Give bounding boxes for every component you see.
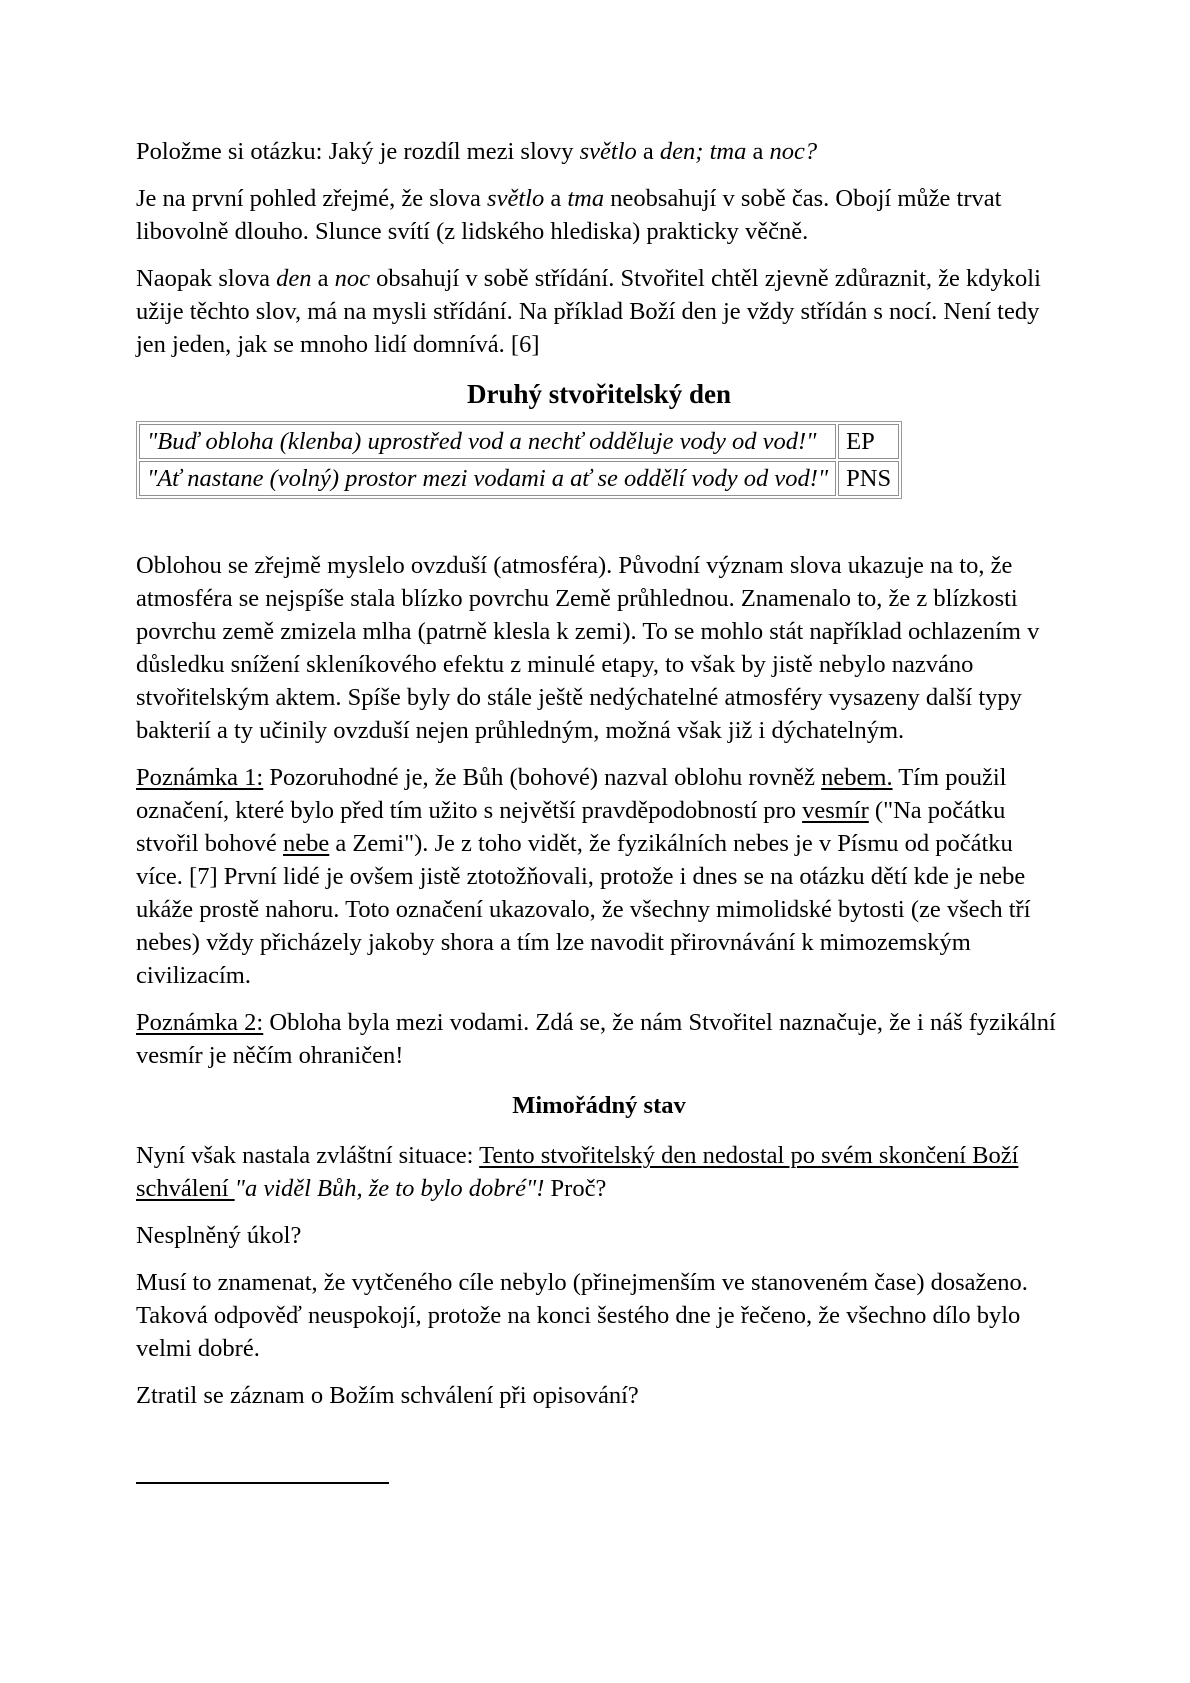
text-run: Obloha byla mezi vodami. Zdá se, že nám Stvořitel naznačuje, že i náš fyzikální vesmír je něčím ohraničen! [136, 1009, 1056, 1069]
text-run: Ztratil se záznam o Božím schválení při opisování? [136, 1382, 639, 1409]
text-run-italic: tma [567, 185, 605, 212]
text-run: a [746, 138, 770, 165]
text-run: a [636, 138, 660, 165]
table-row [139, 461, 899, 496]
text-run: obsahují v sobě střídání. Stvořitel chtěl zjevně zdůraznit, že kdykoli užije těchto slov, má na mysli střídání. Na příklad Boží den je vždy střídán s nocí. Není tedy jen jeden, jak se mnoho lidí domnívá. [6] [136, 265, 1041, 358]
quote-cell: "Buď obloha (klenba) uprostřed vod a nechť odděluje vody od vod!" [139, 424, 836, 459]
paragraph-poznamka-1 [136, 761, 1062, 992]
text-run-italic: "a viděl Bůh, že to bylo dobré"! [234, 1175, 545, 1202]
text-run: a [311, 265, 335, 292]
text-run: Položme si otázku: Jaký je rozdíl mezi slovy [136, 138, 580, 165]
version-cell: EP [838, 424, 899, 459]
text-run-underline: Poznámka 2: [136, 1009, 264, 1036]
text-run: neobsahují v sobě čas. Obojí může trvat libovolně dlouho. Slunce svítí (z lidského hlediska) prakticky věčně. [136, 185, 1002, 245]
text-run-italic: noc? [769, 138, 818, 165]
text-run: a [544, 185, 568, 212]
paragraph-obloha-atmosfera [136, 549, 1062, 747]
paragraph-zvlastni-situace [136, 1139, 1062, 1205]
text-run-underline: Tento stvořitelský den nedostal po svém skončení Boží schválení [136, 1142, 1019, 1202]
text-run-italic: noc [334, 265, 371, 292]
text-run-italic: den [276, 265, 312, 292]
text-run: Proč? [544, 1175, 607, 1202]
text-run: a Zemi"). Je z toho vidět, že fyzikálních nebes je v Písmu od počátku více. [7] První lidé je ovšem jistě ztotožňovali, protože i dnes se na otázku dětí kde je nebe ukáže prostě nahoru. Toto označení ukazovalo, že všechny mimolidské bytosti (ze všech tří nebes) vždy přicházely jakoby shora a tím lze navodit přirovnávání k mimozemským civilizacím. [136, 830, 1031, 989]
text-run-italic: světlo [487, 185, 545, 212]
text-run: Nesplněný úkol? [136, 1222, 302, 1249]
text-run-italic: den; tma [659, 138, 747, 165]
quote-cell: "Ať nastane (volný) prostor mezi vodami a ať se oddělí vody od vod!" [139, 461, 836, 496]
text-run: Naopak slova [136, 265, 277, 292]
paragraph-question-words [136, 135, 1062, 168]
version-cell: PNS [838, 461, 899, 496]
text-run: Pozoruhodné je, že Bůh (bohové) nazval oblohu rovněž [263, 764, 822, 791]
paragraph-musi-to-znamenat [136, 1266, 1062, 1365]
scripture-quote-table [136, 421, 902, 499]
paragraph-poznamka-2 [136, 1006, 1062, 1072]
text-run: Nyní však nastala zvláštní situace: [136, 1142, 480, 1169]
text-run: ("Na počátku stvořil bohové [136, 797, 1006, 857]
paragraph-den-noc [136, 262, 1062, 361]
section-heading-mimoradny-stav: Mimořádný stav [512, 1092, 686, 1119]
text-run: Tím použil označení, které bylo před tím užito s největší pravděpodobností pro [136, 764, 1007, 824]
section-heading-druhy-stvoritelsky-den: Druhý stvořitelský den [466, 379, 731, 409]
text-run: Oblohou se zřejmě myslelo ovzduší (atmosféra). Původní význam slova ukazuje na to, že atmosféra se nejspíše stala blízko povrchu Země průhlednou. Znamenalo to, že z blízkosti povrchu země zmizela mlha (patrně klesla k zemi). To se mohlo stát například ochlazením v důsledku snížení skleníkového efektu z minulé etapy, to však by jistě nebylo nazváno stvořitelským aktem. Spíše byly do stále ještě nedýchatelné atmosféry vysazeny další typy bakterií a ty učinily ovzduší nejen průhledným, možná však již i dýchatelným. [136, 552, 1040, 744]
paragraph-ztratil-se-zaznam [136, 1379, 1062, 1412]
text-run-italic: světlo [579, 138, 637, 165]
text-run-underline: nebem. [821, 764, 893, 791]
paragraph-svetlo-tma [136, 182, 1062, 248]
footnote-separator-rule [136, 1482, 389, 1484]
text-run: Je na první pohled zřejmé, že slova [136, 185, 488, 212]
text-run-underline: Poznámka 1: [136, 764, 264, 791]
text-run-underline: nebe [283, 830, 330, 857]
table-row [139, 424, 899, 459]
text-run-underline: vesmír [802, 797, 869, 824]
text-run: Musí to znamenat, že vytčeného cíle nebylo (přinejmenším ve stanoveném čase) dosaženo. Taková odpověď neuspokojí, protože na konci šestého dne je řečeno, že všechno dílo bylo velmi dobré. [136, 1269, 1028, 1362]
paragraph-nesplneny-ukol [136, 1219, 1062, 1252]
